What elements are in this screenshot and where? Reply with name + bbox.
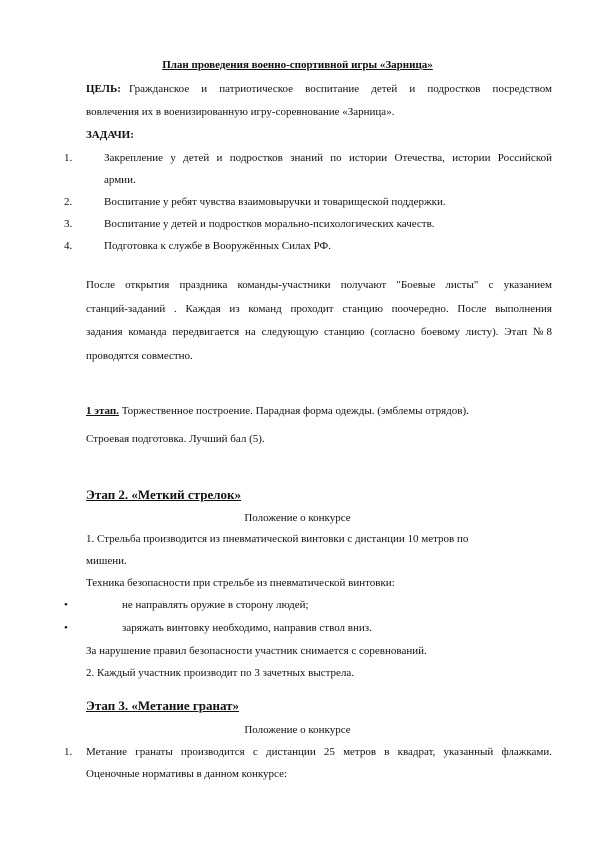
bullet-icon: • — [64, 599, 68, 611]
task-item-2: Воспитание у ребят чувства взаимовыручки и товарищеской поддержки. — [104, 196, 446, 208]
stage1-line2: Строевая подготовка. Лучший бал (5). — [86, 433, 265, 445]
intro-line3: задания команда передвигается на следующую станцию (согласно боевому листу). Этап №8 — [86, 326, 552, 338]
intro-line1: После открытия праздника команды-участники получают "Боевые листы" с указанием — [86, 279, 552, 291]
task-item-1-line2: армии. — [104, 174, 136, 186]
stage2-safety-intro: Техника безопасности при стрельбе из пневматической винтовки: — [86, 577, 395, 589]
intro-line2: станций-заданий . Каждая из команд проходит станцию поочередно. После выполнения — [86, 303, 552, 315]
stage1-paragraph — [86, 405, 469, 418]
intro-line4: проводятся совместно. — [86, 350, 193, 362]
stage3-subheading: Положение о конкурсе — [244, 724, 351, 736]
bullet-icon: • — [64, 622, 68, 634]
stage2-bullet-2: заряжать винтовку необходимо, направив ствол вниз. — [122, 622, 372, 634]
stage2-bullet-1: не направлять оружие в сторону людей; — [122, 599, 309, 611]
task-number: 3. — [64, 218, 73, 230]
goal-label: ЦЕЛЬ: — [86, 83, 121, 95]
document-title: План проведения военно-спортивной игры «Зарница» — [162, 59, 433, 71]
stage1-text: Торжественное построение. Парадная форма одежды. (эмблемы отрядов). — [118, 405, 469, 417]
task-item-1-line1: Закрепление у детей и подростков знаний по истории Отечества, истории Российской — [104, 152, 552, 164]
task-number: 4. — [64, 240, 73, 252]
tasks-label: ЗАДАЧИ: — [86, 129, 134, 141]
stage3-number: 1. — [64, 746, 73, 758]
stage3-line1: Метание гранаты производится с дистанции 25 метров в квадрат, указанный флажками. — [86, 746, 552, 758]
task-item-3: Воспитание у детей и подростков морально-психологических качеств. — [104, 218, 435, 230]
goal-text-line1: Гражданское и патриотическое воспитание детей и подростков посредством — [129, 83, 552, 95]
task-number: 2. — [64, 196, 73, 208]
task-number: 1. — [64, 152, 73, 164]
stage2-p2: 2. Каждый участник производит по 3 зачетных выстрела. — [86, 667, 355, 679]
stage2-p1-line2: мишени. — [86, 555, 127, 567]
stage2-violation: За нарушение правил безопасности участник снимается с соревнований. — [86, 645, 427, 657]
stage2-subheading: Положение о конкурсе — [244, 512, 351, 524]
task-item-4: Подготовка к службе в Вооружённых Силах РФ. — [104, 240, 331, 252]
stage2-heading: Этап 2. «Меткий стрелок» — [86, 487, 242, 502]
stage1-label: 1 этап. — [86, 405, 119, 417]
stage2-p1-line1: 1. Стрельба производится из пневматической винтовки с дистанции 10 метров по — [86, 533, 469, 545]
stage3-heading: Этап 3. «Метание гранат» — [86, 698, 240, 713]
goal-text-line2: вовлечения их в военизированную игру-соревнование «Зарница». — [86, 106, 395, 118]
stage3-line2: Оценочные нормативы в данном конкурсе: — [86, 768, 288, 780]
